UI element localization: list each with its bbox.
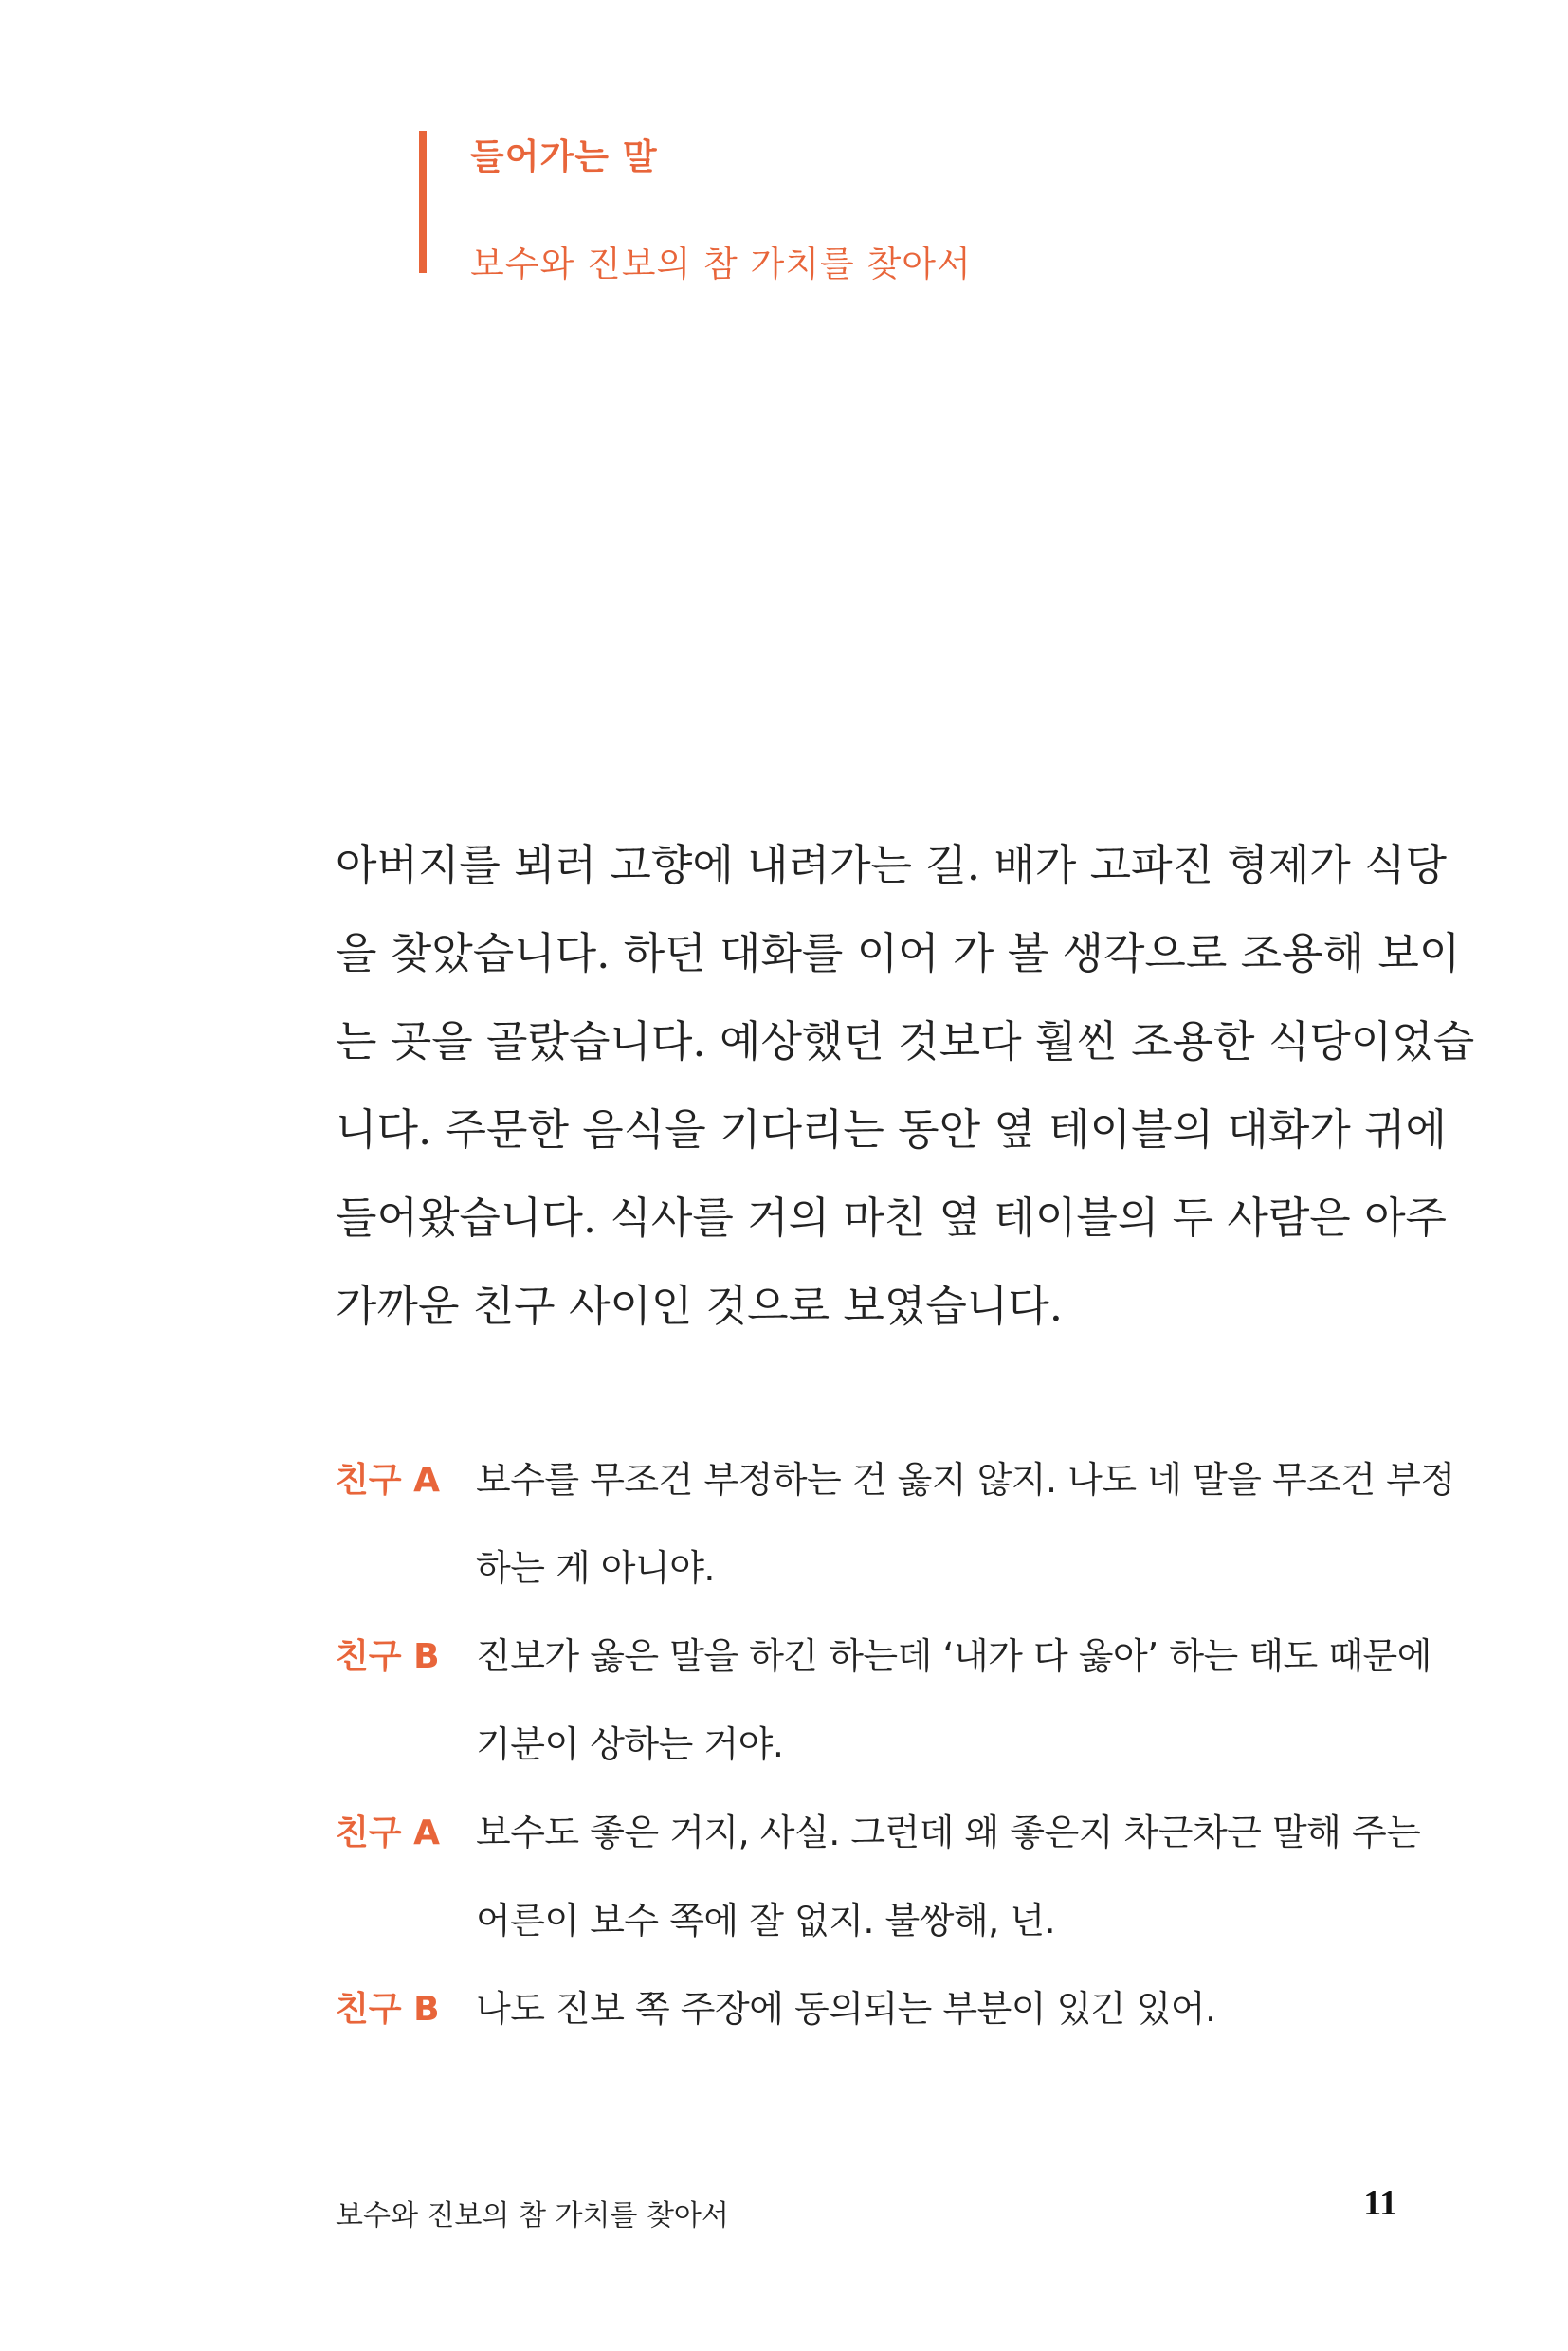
section-label: 들어가는 말 <box>470 137 658 177</box>
dialogue-line: 기분이 상하는 거야. <box>476 1723 784 1765</box>
dialogue-turn <box>336 1436 1455 1613</box>
dialogue-line: 나도 진보 쪽 주장에 동의되는 부분이 있긴 있어. <box>476 1988 1216 2030</box>
dialogue-line: 보수를 무조건 부정하는 건 옳지 않지. 나도 네 말을 무조건 부정 <box>476 1459 1455 1501</box>
dialogue-turn <box>336 1789 1421 1965</box>
body-line: 아버지를 뵈러 고향에 내려가는 길. 배가 고파진 형제가 식당 <box>336 840 1448 890</box>
running-footer-title: 보수와 진보의 참 가치를 찾아서 <box>336 2199 729 2233</box>
body-line: 니다. 주문한 음식을 기다리는 동안 옆 테이블의 대화가 귀에 <box>336 1104 1448 1155</box>
body-line: 는 곳을 골랐습니다. 예상했던 것보다 훨씬 조용한 식당이었습 <box>336 1016 1475 1066</box>
body-line: 가까운 친구 사이인 것으로 보였습니다. <box>336 1281 1064 1331</box>
speaker-label: 친구 A <box>336 1461 440 1500</box>
speaker-label: 친구 A <box>336 1813 440 1852</box>
dialogue-line: 진보가 옳은 말을 하긴 하는데 ‘내가 다 옳아’ 하는 태도 때문에 <box>476 1635 1431 1677</box>
speaker-label: 친구 B <box>336 1637 440 1676</box>
dialogue-line: 보수도 좋은 거지, 사실. 그런데 왜 좋은지 차근차근 말해 주는 <box>476 1812 1421 1853</box>
dialogue-block <box>336 1436 1455 2053</box>
header-accent-bar <box>419 131 427 273</box>
page-number: 11 <box>1363 2183 1397 2223</box>
dialogue-turn <box>336 1965 1397 2053</box>
body-line: 을 찾았습니다. 하던 대화를 이어 가 볼 생각으로 조용해 보이 <box>336 928 1461 978</box>
dialogue-turn <box>336 1613 1431 1789</box>
body-line: 들어왔습니다. 식사를 거의 마친 옆 테이블의 두 사람은 아주 <box>336 1193 1448 1243</box>
section-subtitle: 보수와 진보의 참 가치를 찾아서 <box>470 244 972 284</box>
dialogue-line: 하는 게 아니야. <box>476 1547 715 1589</box>
body-paragraph <box>336 821 1475 1350</box>
speaker-label: 친구 B <box>336 1990 440 2029</box>
dialogue-line: 어른이 보수 쪽에 잘 없지. 불쌍해, 넌. <box>476 1900 1056 1941</box>
